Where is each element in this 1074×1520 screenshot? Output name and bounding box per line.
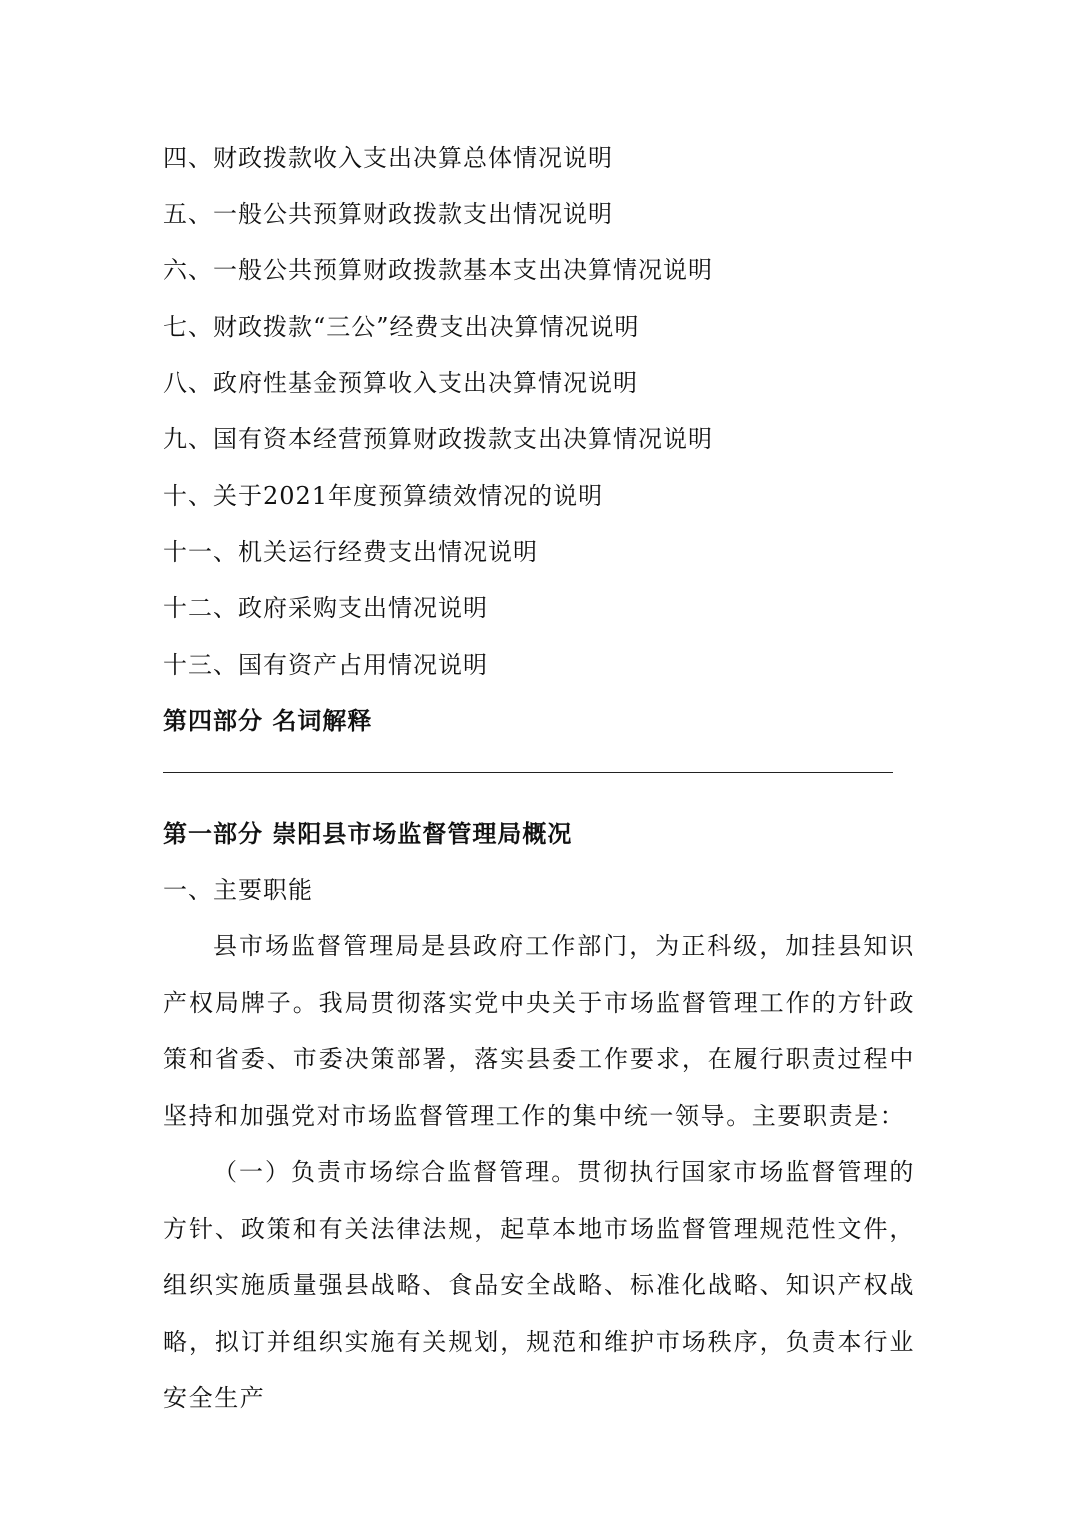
section-heading: 一、主要职能 (163, 876, 313, 904)
toc-item: 九、国有资本经营预算财政拨款支出决算情况说明 (163, 425, 713, 453)
part4-heading: 第四部分 名词解释 (163, 707, 373, 735)
toc-item: 十一、机关运行经费支出情况说明 (163, 538, 538, 566)
toc-item: 八、政府性基金预算收入支出决算情况说明 (163, 369, 638, 397)
paragraph-main-duties: 县市场监督管理局是县政府工作部门，为正科级，加挂县知识产权局牌子。我局贯彻落实党中央关于市场监督管理工作的方针政策和省委、市委决策部署，落实县委工作要求，在履行职责过程中坚持和加强党对市场监督管理工作的集中统一领导。主要职责是： (163, 932, 915, 1130)
toc-item: 五、一般公共预算财政拨款支出情况说明 (163, 200, 613, 228)
toc-item: 六、一般公共预算财政拨款基本支出决算情况说明 (163, 256, 713, 284)
part1-heading: 第一部分 崇阳县市场监督管理局概况 (163, 820, 573, 848)
section-divider (163, 772, 893, 773)
toc-item: 十三、国有资产占用情况说明 (163, 651, 488, 679)
paragraph-duty-1: （一）负责市场综合监督管理。贯彻执行国家市场监督管理的方针、政策和有关法律法规，起草本地市场监督管理规范性文件，组织实施质量强县战略、食品安全战略、标准化战略、知识产权战略，拟订并组织实施有关规划，规范和维护市场秩序，负责本行业安全生产 (163, 1158, 915, 1412)
toc-item: 四、财政拨款收入支出决算总体情况说明 (163, 144, 613, 172)
toc-item: 十二、政府采购支出情况说明 (163, 594, 488, 622)
toc-item: 十、关于2021年度预算绩效情况的说明 (163, 482, 604, 510)
toc-item: 七、财政拨款“三公”经费支出决算情况说明 (163, 313, 640, 341)
